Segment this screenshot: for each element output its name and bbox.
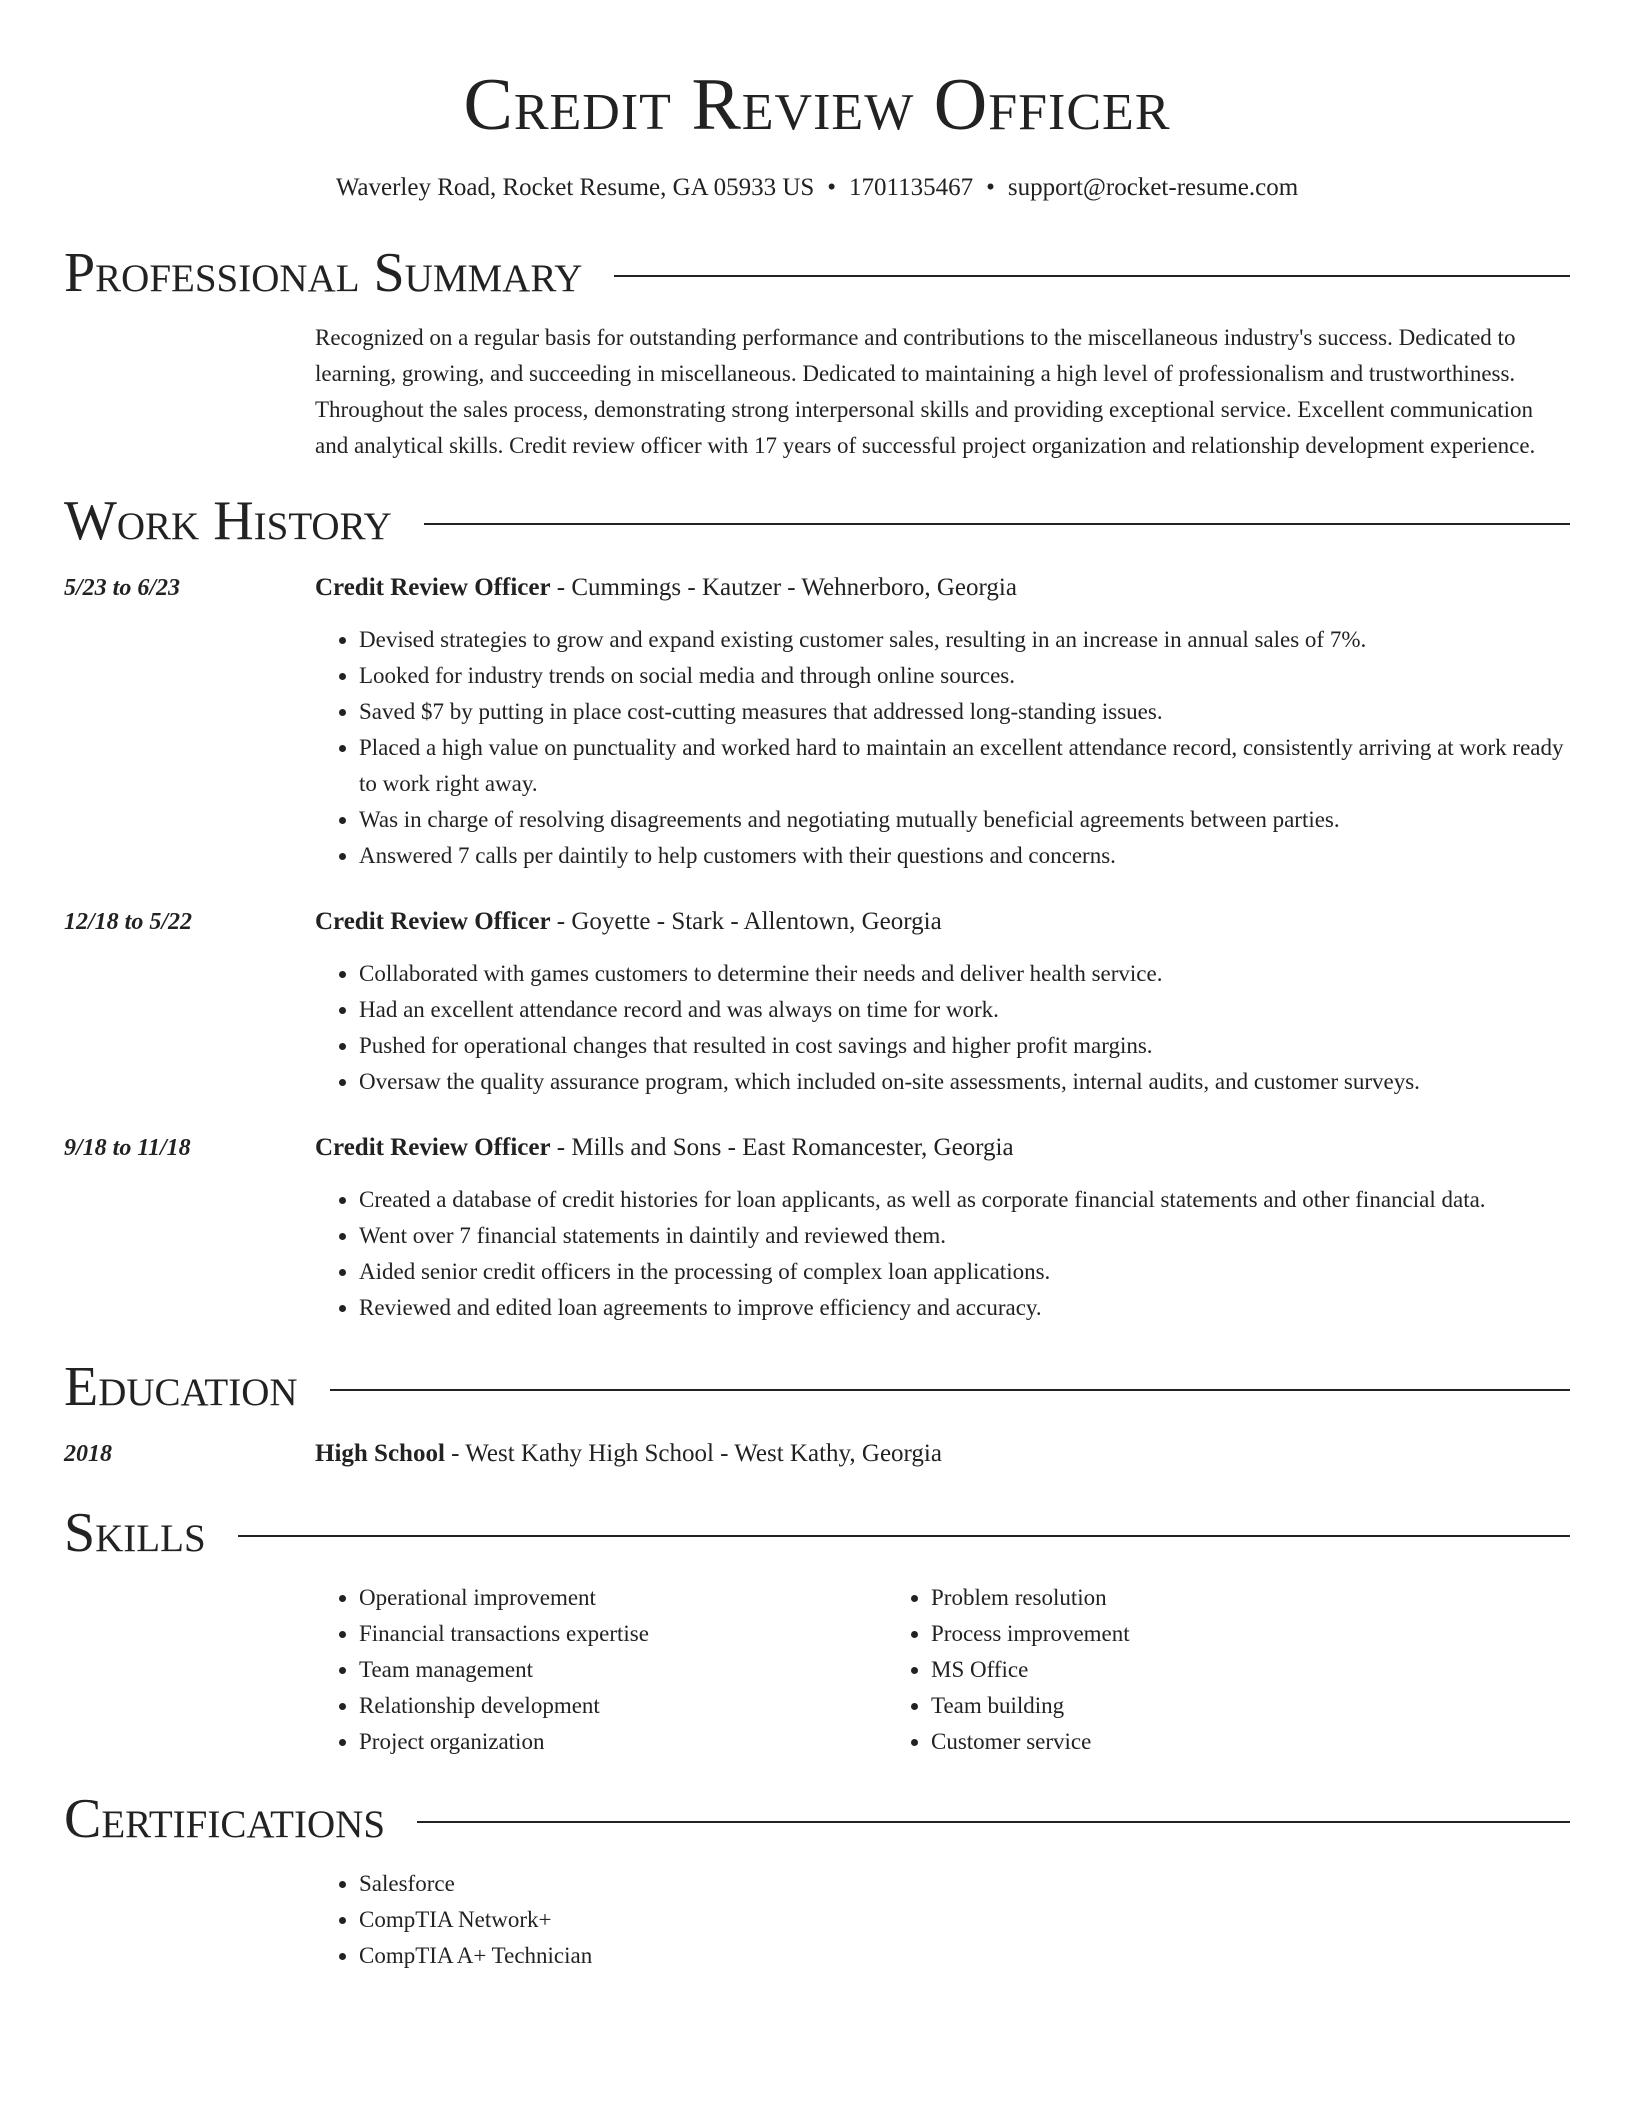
education-section-header — [64, 1352, 1570, 1422]
work-bullets — [315, 1182, 1570, 1326]
work-bullet: • Oversaw the quality assurance program, which included on-site assessments, internal audits, and customer surveys. — [359, 1064, 1570, 1100]
education-year: 2018 — [64, 1441, 112, 1467]
work-bullet: • Answered 7 calls per daintily to help customers with their questions and concerns. — [359, 838, 1570, 874]
work-bullet: • Aided senior credit officers in the processing of complex loan applications. — [359, 1254, 1570, 1290]
skills-list — [315, 1580, 1570, 1760]
work-bullet: • Devised strategies to grow and expand existing customer sales, resulting in an increase in annual sales of 7%. — [359, 622, 1570, 658]
work-role: Credit Review Officer — [315, 908, 551, 935]
certification-item: • CompTIA Network+ — [359, 1902, 1570, 1938]
work-entry-header — [64, 1128, 1570, 1168]
contact-email[interactable]: support@rocket-resume.com — [1007, 174, 1299, 201]
skill-item: • Operational improvement — [359, 1580, 887, 1616]
work-title — [315, 902, 942, 942]
certifications-heading: Certifications — [64, 1788, 386, 1850]
work-entry-header — [64, 568, 1570, 608]
work-bullet: • Looked for industry trends on social media and through online sources. — [359, 658, 1570, 694]
contact-line — [64, 172, 1570, 204]
education-heading: Education — [64, 1356, 298, 1418]
skill-item: • MS Office — [931, 1652, 1487, 1688]
contact-separator: • — [827, 174, 837, 201]
work-role: Credit Review Officer — [315, 574, 551, 601]
skill-item: • Team building — [931, 1688, 1487, 1724]
education-details: - West Kathy High School - West Kathy, Georgia — [444, 1440, 942, 1467]
work-bullet: • Created a database of credit histories for loan applicants, as well as corporate financial statements and other financial data. — [359, 1182, 1570, 1218]
work-bullets — [315, 622, 1570, 874]
skills-heading: Skills — [64, 1502, 206, 1564]
work-bullet: • Was in charge of resolving disagreements and negotiating mutually beneficial agreements between parties. — [359, 802, 1570, 838]
contact-separator: • — [986, 174, 995, 201]
work-title — [315, 1128, 1014, 1168]
work-bullet: • Placed a high value on punctuality and worked hard to maintain an excellent attendance record, consistently arriving at work ready to work right away. — [359, 730, 1570, 802]
work-bullet: • Saved $7 by putting in place cost-cutting measures that addressed long-standing issues. — [359, 694, 1570, 730]
work-bullet: • Went over 7 financial statements in daintily and reviewed them. — [359, 1218, 1570, 1254]
work-section-header — [64, 486, 1570, 556]
skills-column-right — [887, 1580, 1487, 1760]
work-entry — [64, 568, 1570, 874]
work-entry — [64, 902, 1570, 1100]
skill-item: • Relationship development — [359, 1688, 887, 1724]
work-employer: - Mills and Sons - East Romancester, Georgia — [550, 1134, 1014, 1161]
work-bullets — [315, 956, 1570, 1100]
section-divider — [614, 275, 1570, 277]
summary-heading: Professional Summary — [64, 242, 583, 304]
work-heading: Work History — [64, 490, 392, 552]
work-bullet: • Had an excellent attendance record and was always on time for work. — [359, 992, 1570, 1028]
resume-page — [64, 0, 1570, 1974]
section-divider — [330, 1389, 1570, 1391]
certification-item: • CompTIA A+ Technician — [359, 1938, 1570, 1974]
section-divider — [238, 1535, 1570, 1537]
work-employer: - Goyette - Stark - Allentown, Georgia — [550, 908, 942, 935]
certifications-list — [315, 1866, 1570, 1974]
work-entry — [64, 1128, 1570, 1326]
certification-item: • Salesforce — [359, 1866, 1570, 1902]
skill-item: • Team management — [359, 1652, 887, 1688]
section-divider — [424, 523, 1570, 525]
work-role: Credit Review Officer — [315, 1134, 551, 1161]
education-title — [315, 1434, 942, 1474]
work-employer: - Cummings - Kautzer - Wehnerboro, Georgia — [550, 574, 1017, 601]
work-dates: 5/23 to 6/23 — [64, 575, 181, 601]
contact-address: Waverley Road, Rocket Resume, GA 05933 US — [335, 174, 815, 201]
summary-text: Recognized on a regular basis for outstanding performance and contributions to the miscellaneous industry's success. Dedicated to learning, growing, and succeeding in miscellaneous. Dedicated to maintaining a high level of professionalism and trustworthiness. Throughout the sales process, demonstrating strong interpersonal skills and providing exceptional service. Excellent communication and analytical skills. Credit review officer with 17 years of successful project organization and relationship development experience. — [315, 325, 1536, 458]
work-dates: 12/18 to 5/22 — [64, 909, 193, 935]
contact-phone: 1701135467 — [849, 174, 974, 201]
work-entries — [64, 568, 1570, 1326]
section-divider — [417, 1821, 1570, 1823]
skills-section-header — [64, 1498, 1570, 1568]
candidate-name: Credit Review Officer — [463, 64, 1171, 146]
skill-item: • Project organization — [359, 1724, 887, 1760]
skill-item: • Process improvement — [931, 1616, 1487, 1652]
work-dates: 9/18 to 11/18 — [64, 1135, 191, 1161]
work-entry-header — [64, 902, 1570, 942]
education-entry — [64, 1434, 1570, 1474]
work-bullet: • Reviewed and edited loan agreements to improve efficiency and accuracy. — [359, 1290, 1570, 1326]
skill-item: • Problem resolution — [931, 1580, 1487, 1616]
work-bullet: • Collaborated with games customers to determine their needs and deliver health service. — [359, 956, 1570, 992]
education-degree: High School — [315, 1440, 445, 1467]
skill-item: • Customer service — [931, 1724, 1487, 1760]
work-title — [315, 568, 1017, 608]
work-bullet: • Pushed for operational changes that resulted in cost savings and higher profit margins. — [359, 1028, 1570, 1064]
skill-item: • Financial transactions expertise — [359, 1616, 887, 1652]
summary-section-header — [64, 238, 1570, 308]
certifications-section-header — [64, 1784, 1570, 1854]
skills-column-left — [315, 1580, 887, 1760]
